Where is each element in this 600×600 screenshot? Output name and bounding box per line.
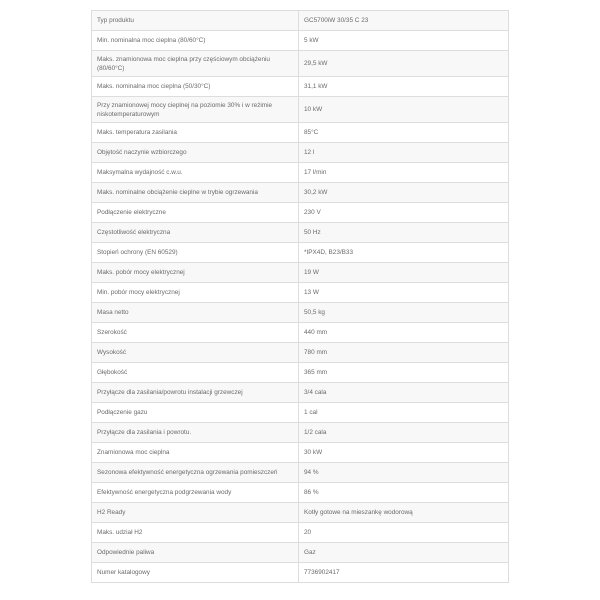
spec-value: 30,2 kW bbox=[299, 183, 509, 203]
spec-label: Maks. pobór mocy elektrycznej bbox=[92, 263, 299, 283]
spec-row bbox=[92, 123, 509, 143]
spec-label: Szerokość bbox=[92, 323, 299, 343]
spec-row bbox=[92, 463, 509, 483]
spec-value: 3/4 cala bbox=[299, 383, 509, 403]
spec-value: 86 % bbox=[299, 483, 509, 503]
spec-label: Min. nominalna moc cieplna (80/60°C) bbox=[92, 31, 299, 51]
spec-label: Podłączenie elektryczne bbox=[92, 203, 299, 223]
spec-label: Częstotliwość elektryczna bbox=[92, 223, 299, 243]
spec-label: Znamionowa moc cieplna bbox=[92, 443, 299, 463]
spec-row bbox=[92, 11, 509, 31]
spec-row bbox=[92, 363, 509, 383]
spec-label: Maksymalna wydajność c.w.u. bbox=[92, 163, 299, 183]
spec-label: Efektywność energetyczna podgrzewania wody bbox=[92, 483, 299, 503]
spec-row bbox=[92, 303, 509, 323]
spec-value: GC5700iW 30/35 C 23 bbox=[299, 11, 509, 31]
spec-row bbox=[92, 423, 509, 443]
spec-value: 1 cal bbox=[299, 403, 509, 423]
spec-label: Podłączenie gazu bbox=[92, 403, 299, 423]
spec-value: 17 l/min bbox=[299, 163, 509, 183]
spec-row bbox=[92, 97, 509, 123]
spec-label: H2 Ready bbox=[92, 503, 299, 523]
spec-value: Gaz bbox=[299, 543, 509, 563]
spec-value: 13 W bbox=[299, 283, 509, 303]
spec-label: Przyłącze dla zasilania i powrotu. bbox=[92, 423, 299, 443]
spec-value: 20 bbox=[299, 523, 509, 543]
spec-value: 780 mm bbox=[299, 343, 509, 363]
spec-row bbox=[92, 263, 509, 283]
spec-label: Stopień ochrony (EN 60529) bbox=[92, 243, 299, 263]
spec-value: 365 mm bbox=[299, 363, 509, 383]
spec-row bbox=[92, 523, 509, 543]
spec-label: Maks. znamionowa moc cieplna przy częściowym obciążeniu (80/60°C) bbox=[92, 51, 299, 77]
spec-row bbox=[92, 77, 509, 97]
spec-row bbox=[92, 143, 509, 163]
spec-label: Masa netto bbox=[92, 303, 299, 323]
spec-row bbox=[92, 323, 509, 343]
spec-row bbox=[92, 183, 509, 203]
spec-label: Wysokość bbox=[92, 343, 299, 363]
spec-value: 230 V bbox=[299, 203, 509, 223]
spec-label: Odpowiednie paliwa bbox=[92, 543, 299, 563]
spec-row bbox=[92, 383, 509, 403]
spec-label: Maks. temperatura zasilania bbox=[92, 123, 299, 143]
spec-row bbox=[92, 163, 509, 183]
spec-value: *IPX4D, B23/B33 bbox=[299, 243, 509, 263]
spec-row bbox=[92, 543, 509, 563]
spec-label: Sezonowa efektywność energetyczna ogrzewania pomieszczeń bbox=[92, 463, 299, 483]
spec-row bbox=[92, 203, 509, 223]
spec-label: Numer katalogowy bbox=[92, 563, 299, 583]
spec-label: Przyłącze dla zasilania/powrotu instalacji grzewczej bbox=[92, 383, 299, 403]
spec-value: 94 % bbox=[299, 463, 509, 483]
spec-value: 12 l bbox=[299, 143, 509, 163]
spec-value: 30 kW bbox=[299, 443, 509, 463]
spec-row bbox=[92, 223, 509, 243]
spec-value: 10 kW bbox=[299, 97, 509, 123]
spec-label: Przy znamionowej mocy cieplnej na poziomie 30% i w reżimie niskotemperaturowym bbox=[92, 97, 299, 123]
spec-label: Głębokość bbox=[92, 363, 299, 383]
spec-label: Typ produktu bbox=[92, 11, 299, 31]
spec-row bbox=[92, 243, 509, 263]
spec-table-body bbox=[92, 11, 509, 583]
spec-value: 50,5 kg bbox=[299, 303, 509, 323]
spec-value: 50 Hz bbox=[299, 223, 509, 243]
spec-value: 440 mm bbox=[299, 323, 509, 343]
spec-row bbox=[92, 503, 509, 523]
spec-label: Maks. udział H2 bbox=[92, 523, 299, 543]
spec-label: Maks. nominalne obciążenie cieplne w trybie ogrzewania bbox=[92, 183, 299, 203]
spec-row bbox=[92, 283, 509, 303]
spec-value: 19 W bbox=[299, 263, 509, 283]
spec-row bbox=[92, 343, 509, 363]
spec-label: Min. pobór mocy elektrycznej bbox=[92, 283, 299, 303]
spec-value: Kotły gotowe na mieszankę wodorową bbox=[299, 503, 509, 523]
spec-value: 5 kW bbox=[299, 31, 509, 51]
spec-value: 1/2 cala bbox=[299, 423, 509, 443]
spec-value: 85°C bbox=[299, 123, 509, 143]
spec-row bbox=[92, 51, 509, 77]
spec-label: Objętość naczynie wzbiorczego bbox=[92, 143, 299, 163]
spec-label: Maks. nominalna moc cieplna (50/30°C) bbox=[92, 77, 299, 97]
spec-row bbox=[92, 443, 509, 463]
spec-value: 29,5 kW bbox=[299, 51, 509, 77]
spec-row bbox=[92, 403, 509, 423]
spec-value: 31,1 kW bbox=[299, 77, 509, 97]
spec-table bbox=[91, 10, 509, 583]
spec-row bbox=[92, 31, 509, 51]
spec-row bbox=[92, 483, 509, 503]
spec-value: 7736902417 bbox=[299, 563, 509, 583]
spec-row bbox=[92, 563, 509, 583]
